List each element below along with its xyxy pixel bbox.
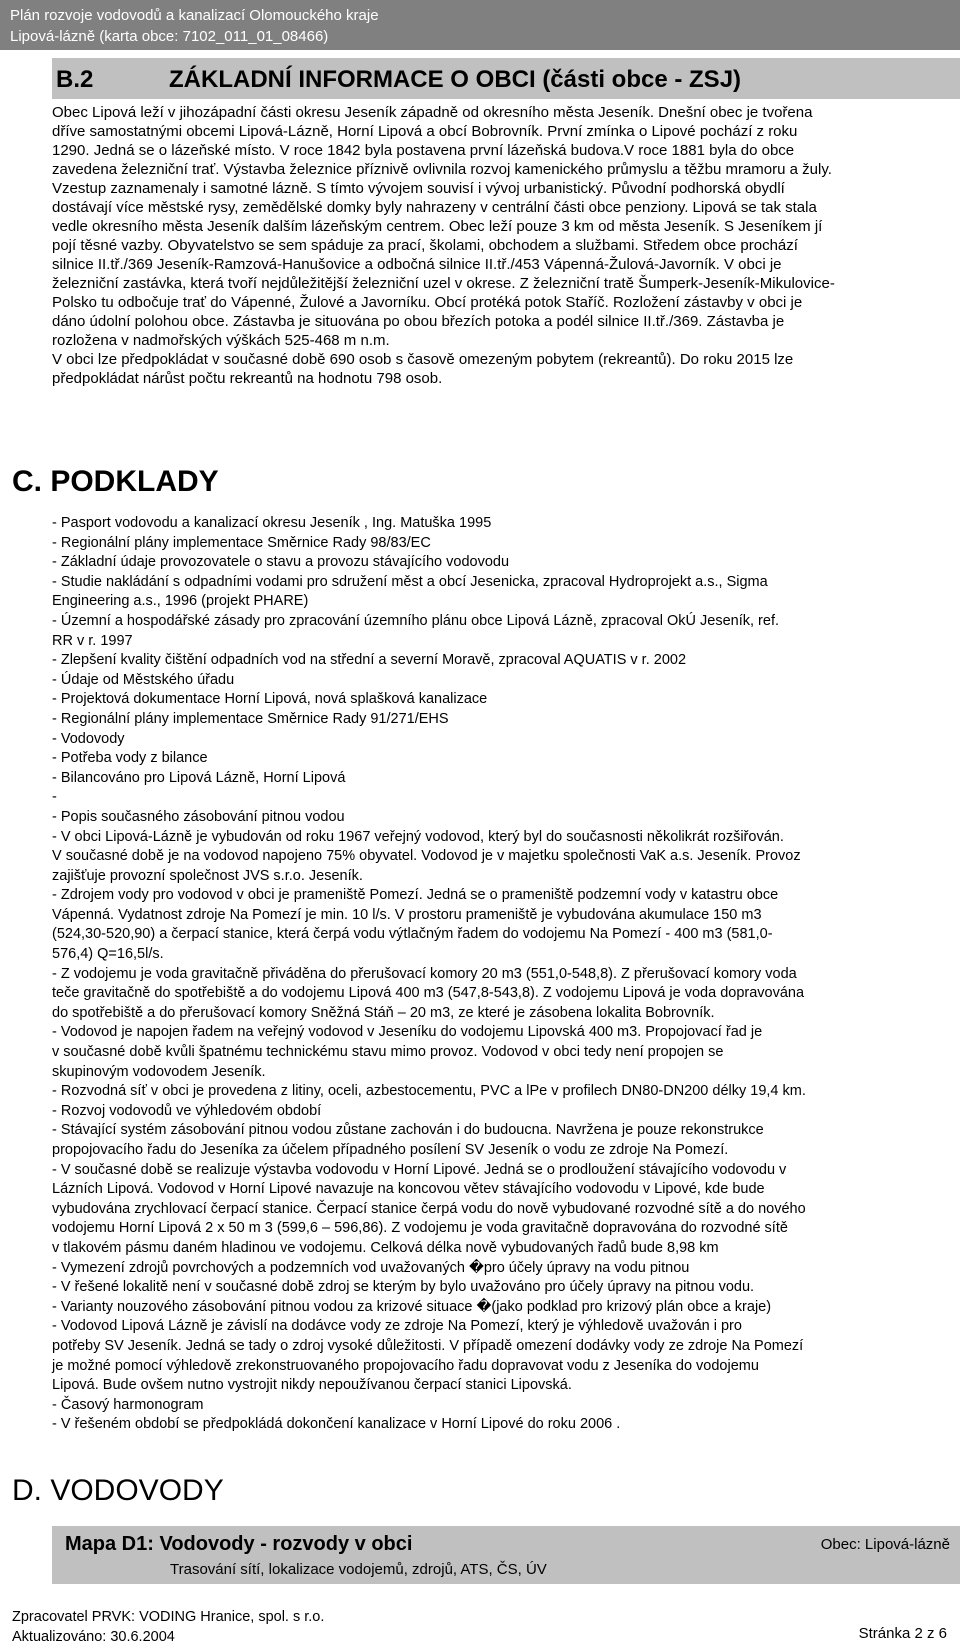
list-line: - V obci Lipová-Lázně je vybudován od roku 1967 veřejný vodovod, který byl do současnosti několikrát rozšiřován. (52, 828, 784, 845)
list-line: skupinovým vodovodem Jeseník. (52, 1063, 266, 1080)
paragraph-line: vedle okresního města Jeseník dalším lázeňským centrem. Obec leží pouze 3 km od města Jeseník. S Jeseníkem jí (52, 218, 823, 235)
list-line: - Zlepšení kvality čištění odpadních vod na střední a severní Moravě, zpracoval AQUATIS v r. 2002 (52, 652, 687, 669)
list-line: - Potřeba vody z bilance (52, 750, 208, 767)
footer-updated: Aktualizováno: 30.6.2004 (12, 1629, 175, 1645)
list-line: - V řešené lokalitě není v současné době zdroj se kterým by bylo uvažováno pro účely úpravy na pitnou vodu. (52, 1279, 755, 1296)
list-line: - Varianty nouzového zásobování pitnou vodou za krizové situace �(jako podklad pro krizový plán obce a kraje) (52, 1298, 772, 1315)
list-line: - Z vodojemu je voda gravitačně přiváděna do přerušovací komory 20 m3 (551,0-548,8). Z přerušovací komory voda (52, 965, 797, 982)
list-line: - Vodovod Lipová Lázně je závislí na dodávce vody ze zdroje Na Pomezí, který je výhledově uvažován i pro (52, 1318, 742, 1335)
list-line: 576,4) Q=16,5l/s. (52, 946, 164, 963)
list-line: - Základní údaje provozovatele o stavu a provozu stávajícího vodovodu (52, 554, 510, 571)
section-b-bar (52, 58, 960, 99)
list-line: - (52, 789, 57, 806)
paragraph-line: Vzestup zaznamenaly i samotné lázně. S tímto vývojem souvisí i vývoj urbanistický. Původní podhorská obydlí (52, 180, 785, 197)
paragraph-line: dáno údolní polohou obce. Zástavba je situována po obou březích potoka a podél silnice II.tř./369. Zástavba je (52, 313, 785, 330)
list-line: - Studie nakládání s odpadními vodami pro sdružení měst a obcí Jesenicka, zpracoval Hydroprojekt a.s., Sigma (52, 573, 768, 590)
list-line: - Vodovody (52, 730, 125, 747)
list-line: propojovacího řadu do Jeseníka za účelem případného posílení SV Jeseník o vodu ze zdroje Na Pomezí. (52, 1142, 729, 1158)
paragraph-line: V obci lze předpokládat v současné době 690 osob s časově omezeným pobytem (rekreantů). Do roku 2015 lze (52, 351, 794, 368)
list-line: - Časový harmonogram (52, 1396, 204, 1413)
list-line: V současné době je na vodovod napojeno 75% obyvatel. Vodovod je v majetku společnosti VaK a.s. Jeseník. Provoz (52, 848, 801, 865)
list-line: - Rozvodná síť v obci je provedena z litiny, oceli, azbestocementu, PVC a lPe v profilech DN80-DN200 délky 19,4 km. (52, 1083, 806, 1100)
paragraph-line: dostávají více městské rysy, zemědělské domky byly nahrazeny v centrální části obce penziony. Lipová se tak stala (52, 199, 817, 216)
list-line: - Údaje od Městského úřadu (52, 671, 235, 688)
footer-left (12, 1607, 324, 1647)
footer-page-number: Stránka 2 z 6 (858, 1625, 947, 1642)
list-line: - Stávající systém zásobování pitnou vodou zůstane zachován i do budoucna. Navržena je pouze rekonstrukce (52, 1122, 764, 1139)
paragraph-line: Polsko tu odbočuje trať do Vápenné, Žulové a Javorníku. Obcí protéká potok Staříč. Rozložení zástavby v obci je (52, 294, 803, 311)
list-line: - Regionální plány implementace Směrnice Rady 98/83/EC (52, 534, 431, 551)
paragraph-line: rozložena v nadmořských výškách 525-468 m n.m. (52, 332, 390, 349)
section-c-list (52, 514, 957, 1435)
list-line: teče gravitačně do spotřebiště a do vodojemu Lipová 400 m3 (547,8-543,8). Z vodojemu Lipová je voda dopravována (52, 985, 805, 1002)
paragraph-line: Obec Lipová leží v jihozápadní části okresu Jeseník západně od okresního města Jeseník. Dnešní obec je tvořena (52, 104, 813, 121)
list-line: RR v r. 1997 (52, 632, 133, 649)
list-line: - Vymezení zdrojů povrchových a podzemních vod uvažovaných �pro účely úpravy na vodu pitnou (52, 1259, 690, 1276)
list-line: do spotřebiště a do přerušovací komory Sněžná Stáň – 20 m3, ze které je zásobena lokalita Bobrovník. (52, 1004, 715, 1021)
list-line: Vápenná. Vydatnost zdroje Na Pomezí je min. 10 l/s. V prostoru prameniště je vybudována akumulace 150 m3 (52, 906, 762, 923)
map-title: Mapa D1: Vodovody - rozvody v obci (65, 1533, 413, 1555)
section-b-text (52, 103, 957, 388)
paragraph-line: dříve samostatnými obcemi Lipová-Lázně, Horní Lipová a obcí Bobrovník. První zmínka o Lipové pochází z roku (52, 123, 798, 140)
section-c-title: C. PODKLADY (12, 465, 219, 498)
map-info-box (52, 1526, 960, 1584)
header-subtitle: Lipová-lázně (karta obce: 7102_011_01_08466) (10, 28, 329, 45)
paragraph-line: silnice II.tř./369 Jeseník-Ramzová-Hanušovice a odbočná silnice II.tř./453 Vápenná-Žulová-Javorník. V obci je (52, 256, 782, 273)
list-line: - Pasport vodovodu a kanalizací okresu Jeseník , Ing. Matuška 1995 (52, 515, 492, 531)
list-line: - Regionální plány implementace Směrnice Rady 91/271/EHS (52, 710, 449, 727)
page-header (0, 0, 960, 50)
list-line: Lázních Lipová. Vodovod v Horní Lipové navazuje na koncovou větev stávajícího vodovodu v Lipové, kde bude (52, 1181, 765, 1198)
list-line: v tlakovém pásmu daném hladinou ve vodojemu. Celková délka nově vybudovaných řadů bude 8,98 km (52, 1239, 719, 1256)
section-d-title: D. VODOVODY (12, 1474, 224, 1507)
list-line: v současné době kvůli špatnému technickému stavu mimo provoz. Vodovod v obci tedy není propojen se (52, 1044, 724, 1061)
list-line: potřeby SV Jeseník. Jedná se tady o zdroj vysoké důležitosti. V případě omezení dodávky vody ze zdroje Na Pomezí (52, 1337, 804, 1354)
list-line: - Rozvoj vodovodů ve výhledovém období (52, 1102, 322, 1119)
paragraph-line: železniční zastávka, která tvoří nejdůležitější železniční uzel v okrese. Z železniční tratě Šumperk-Jeseník-Mikulovice- (52, 275, 835, 292)
list-line: Lipová. Bude ovšem nutno vystrojit nikdy nepoužívanou čerpací stanici Lipovská. (52, 1377, 572, 1394)
list-line: vybudována zrychlovací čerpací stanice. Čerpací stanice čerpá vodu do nově vybudované rozvodné sítě a do nového (52, 1200, 806, 1217)
list-line: - Popis současného zásobování pitnou vodou (52, 808, 345, 825)
list-line: - Územní a hospodářské zásady pro zpracování územního plánu obce Lipová Lázně, zpracoval OkÚ Jeseník, ref. (52, 612, 780, 629)
paragraph-line: zavedena železniční trať. Výstavba železnice příznivě ovlivnila rozvoj kamenického průmyslu a těžbu mramoru a žuly. (52, 161, 832, 178)
list-line: Engineering a.s., 1996 (projekt PHARE) (52, 593, 309, 610)
section-b-title: ZÁKLADNÍ INFORMACE O OBCI (části obce - ZSJ) (169, 66, 742, 93)
map-obec-label: Obec: Lipová-lázně (820, 1536, 950, 1553)
list-line: - V řešeném období se předpokládá dokončení kanalizace v Horní Lipové do roku 2006 . (52, 1416, 621, 1433)
paragraph-line: 1290. Jedná se o lázeňské místo. V roce 1842 byla postavena první lázeňská budova.V roce 1881 byla do obce (52, 142, 795, 159)
paragraph-line: pojí těsné vazby. Obyvatelstvo se sem spáduje za prací, školami, obchodem a službami. Středem obce prochází (52, 237, 798, 254)
list-line: - Vodovod je napojen řadem na veřejný vodovod v Jeseníku do vodojemu Lipovská 400 m3. Propojovací řad je (52, 1024, 763, 1041)
header-title: Plán rozvoje vodovodů a kanalizací Olomouckého kraje (10, 7, 379, 24)
section-b-number: B.2 (56, 66, 94, 93)
list-line: zajišťuje provozní společnost JVS s.r.o. Jeseník. (52, 867, 363, 884)
list-line: - Bilancováno pro Lipová Lázně, Horní Lipová (52, 769, 346, 786)
list-line: - V současné době se realizuje výstavba vodovodu v Horní Lipové. Jedná se o prodloužení stávajícího vodovodu v (52, 1161, 787, 1178)
list-line: je možné pomocí výhledově zrekonstruovaného propojovacího řadu dopravovat vodu z Jeseníka do vodojemu (52, 1357, 759, 1374)
list-line: (524,30-520,90) a čerpací stanice, která čerpá vodu výtlačným řadem do vodojemu Na Pomezí - 400 m3 (581,0- (52, 926, 773, 943)
footer-processor: Zpracovatel PRVK: VODING Hranice, spol. s r.o. (12, 1609, 325, 1625)
list-line: - Projektová dokumentace Horní Lipová, nová splašková kanalizace (52, 691, 488, 708)
list-line: vodojemu Horní Lipová 2 x 50 m 3 (599,6 – 596,86). Z vodojemu je voda gravitačně dopravována do rozvodné sítě (52, 1220, 788, 1237)
paragraph-line: předpokládat nárůst počtu rekreantů na hodnotu 798 osob. (52, 370, 443, 387)
map-subtitle: Trasování sítí, lokalizace vodojemů, zdrojů, ATS, ČS, ÚV (170, 1561, 547, 1578)
list-line: - Zdrojem vody pro vodovod v obci je prameniště Pomezí. Jedná se o prameniště podzemní vody v katastru obce (52, 887, 779, 904)
